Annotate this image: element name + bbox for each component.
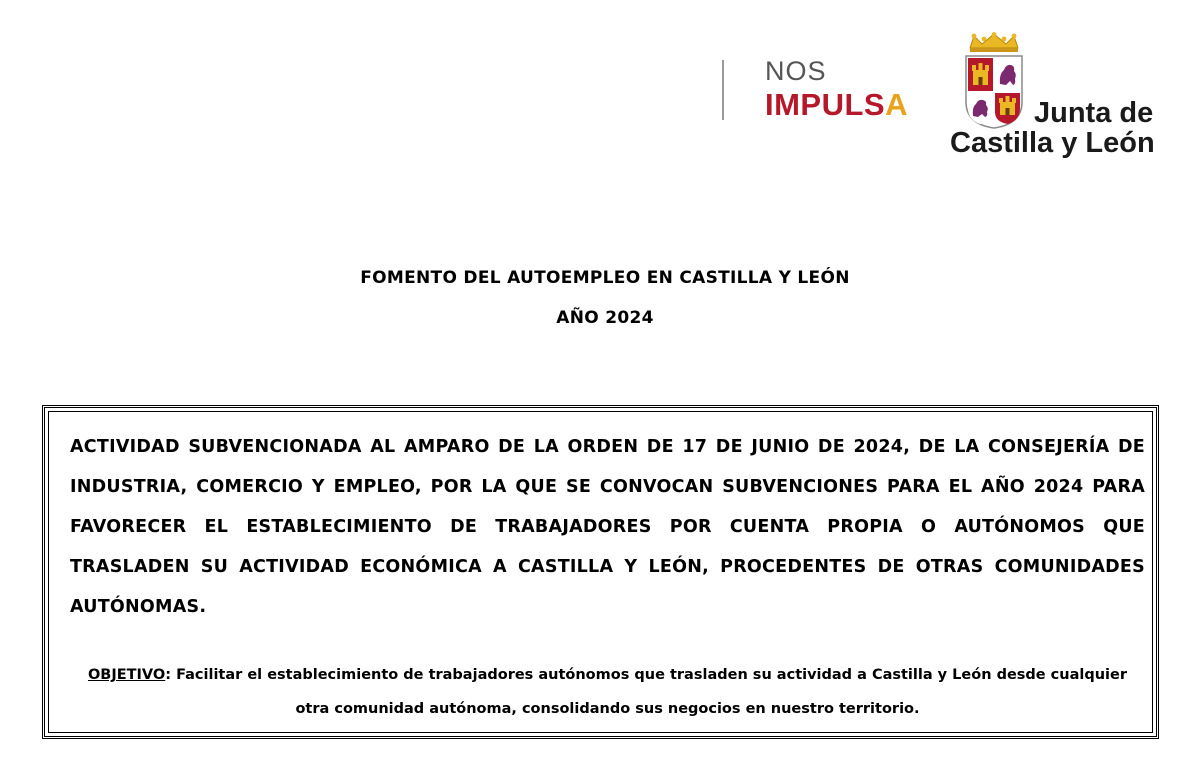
- impulsa-main-text: IMPULS: [765, 87, 886, 122]
- impulsa-accent-text: A: [885, 87, 909, 122]
- document-year: AÑO 2024: [556, 308, 654, 328]
- nos-impulsa-logo: [765, 58, 908, 120]
- institution-name-line1: Junta de: [1034, 97, 1154, 129]
- institution-name-line2: Castilla y León: [950, 127, 1155, 160]
- activity-description: ACTIVIDAD SUBVENCIONADA AL AMPARO DE LA ORDEN DE 17 DE JUNIO DE 2024, DE LA CONSEJERÍA DE INDUSTRIA, COMERCIO Y EMPLEO, POR LA QUE SE CONVOCAN SUBVENCIONES PARA EL AÑO 2024 PARA FAVORECER EL ESTABLECIMIENTO DE TRABAJADORES POR CUENTA PROPIA O AUTÓNOMOS QUE TRASLADEN SU ACTIVIDAD ECONÓMICA A CASTILLA Y LEÓN, PROCEDENTES DE OTRAS COMUNIDADES AUTÓNOMAS.: [70, 437, 1145, 617]
- objective-label: OBJETIVO: [87, 667, 166, 683]
- nos-text: NOS: [765, 56, 827, 86]
- document-title: FOMENTO DEL AUTOEMPLEO EN CASTILLA Y LEÓN: [360, 268, 850, 288]
- logo-divider: [722, 60, 724, 120]
- notice-box: [42, 405, 1159, 739]
- objective-paragraph: [85, 658, 1130, 726]
- impulsa-text: [765, 89, 908, 120]
- objective-text: : Facilitar el establecimiento de trabajadores autónomos que trasladen su actividad a Castilla y León desde cualquier otra comunidad autónoma, consolidando sus negocios en nuestro territorio.: [165, 667, 1128, 717]
- institution-name: [950, 98, 1155, 159]
- crown-icon: [970, 32, 1018, 52]
